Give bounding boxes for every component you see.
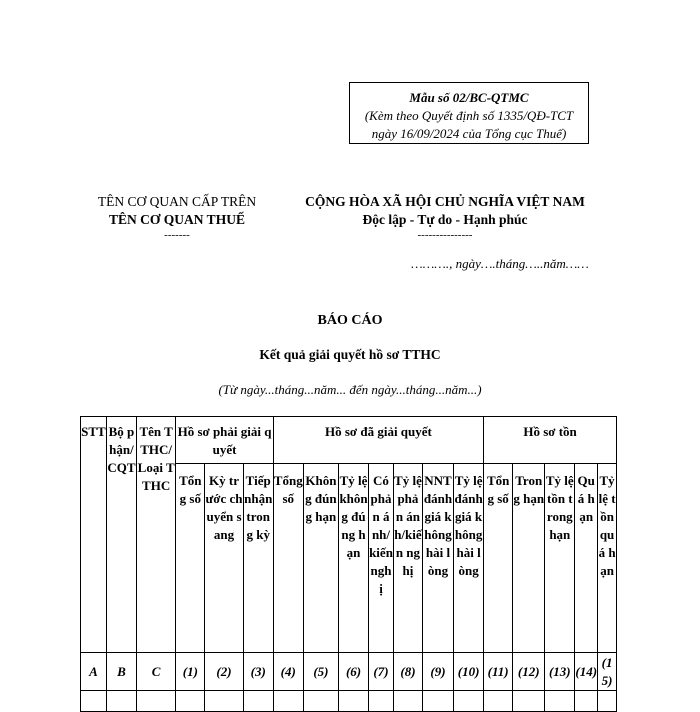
column-code: A bbox=[81, 653, 107, 691]
header-group-pending: Hồ sơ tồn bbox=[484, 417, 617, 464]
subheader-cell: Tỷ lệ đánh giá không hài lòng bbox=[454, 464, 484, 653]
national-divider: --------------- bbox=[417, 229, 473, 241]
header-group-resolved: Hồ sơ đã giải quyết bbox=[273, 417, 483, 464]
tax-agency-name: TÊN CƠ QUAN THUẾ bbox=[109, 212, 245, 227]
form-date-line: ngày 16/09/2024 của Tổng cục Thuế) bbox=[371, 126, 567, 141]
report-subtitle: Kết quả giải quyết hồ sơ TTHC bbox=[259, 347, 441, 362]
column-code: (9) bbox=[422, 653, 453, 691]
header-group-to-resolve: Hồ sơ phải giải quyết bbox=[176, 417, 273, 464]
column-code: (1) bbox=[176, 653, 205, 691]
subheader-cell: Không đúng hạn bbox=[303, 464, 338, 653]
column-code: (11) bbox=[484, 653, 513, 691]
national-motto: Độc lập - Tự do - Hạnh phúc bbox=[362, 212, 528, 227]
subheader-cell: Trong hạn bbox=[513, 464, 545, 653]
column-code: (4) bbox=[273, 653, 303, 691]
column-code: (3) bbox=[243, 653, 273, 691]
national-header bbox=[284, 193, 606, 241]
subheader-cell: Tổng số bbox=[273, 464, 303, 653]
subheader-cell: Tỷ lệ phản ánh/kiến nghị bbox=[393, 464, 422, 653]
subheader-cell: Có phản ánh/kiến nghị bbox=[369, 464, 394, 653]
column-code: (8) bbox=[393, 653, 422, 691]
column-code: (6) bbox=[339, 653, 369, 691]
subheader-cell: Tiếp nhận trong kỳ bbox=[243, 464, 273, 653]
column-code: (14) bbox=[575, 653, 598, 691]
subheader-cell: NNT đánh giá không hài lòng bbox=[422, 464, 453, 653]
subheader-cell: Tỷ lệ không đúng hạn bbox=[339, 464, 369, 653]
subheader-cell: Kỳ trước chuyển sang bbox=[205, 464, 243, 653]
column-code: (10) bbox=[454, 653, 484, 691]
place-date-line: ………., ngày….tháng…..năm…… bbox=[411, 256, 589, 271]
report-table bbox=[80, 416, 617, 712]
column-code: C bbox=[136, 653, 175, 691]
column-code: (7) bbox=[369, 653, 394, 691]
column-code: (2) bbox=[205, 653, 243, 691]
national-title: CỘNG HÒA XÃ HỘI CHỦ NGHĨA VIỆT NAM bbox=[305, 194, 585, 209]
subheader-cell: Tỷ lệ tồn quá hạn bbox=[598, 464, 617, 653]
subheader-cell: Tỷ lệ tồn trong hạn bbox=[545, 464, 575, 653]
header-stt: STT bbox=[81, 417, 107, 653]
report-title: BÁO CÁO bbox=[317, 313, 383, 328]
form-decision-line: (Kèm theo Quyết định số 1335/QĐ-TCT bbox=[364, 108, 574, 123]
column-code: (15) bbox=[598, 653, 617, 691]
subheader-cell: Tổng số bbox=[176, 464, 205, 653]
column-code: (12) bbox=[513, 653, 545, 691]
header-department: Bộ phận/CQT bbox=[106, 417, 136, 653]
form-code-box bbox=[349, 82, 589, 144]
column-code: B bbox=[106, 653, 136, 691]
agency-divider: ------- bbox=[164, 229, 190, 241]
subheader-cell: Quá hạn bbox=[575, 464, 598, 653]
agency-header bbox=[82, 193, 272, 241]
table-row bbox=[81, 691, 617, 712]
report-period: (Từ ngày...tháng...năm... đến ngày...tháng...năm...) bbox=[218, 382, 482, 397]
column-code: (5) bbox=[303, 653, 338, 691]
form-code: Mẫu số 02/BC-QTMC bbox=[409, 90, 529, 105]
parent-agency-name: TÊN CƠ QUAN CẤP TRÊN bbox=[97, 194, 257, 209]
subheader-cell: Tổng số bbox=[484, 464, 513, 653]
column-code: (13) bbox=[545, 653, 575, 691]
header-procedure-name: Tên TTHC/Loại TTHC bbox=[136, 417, 175, 653]
